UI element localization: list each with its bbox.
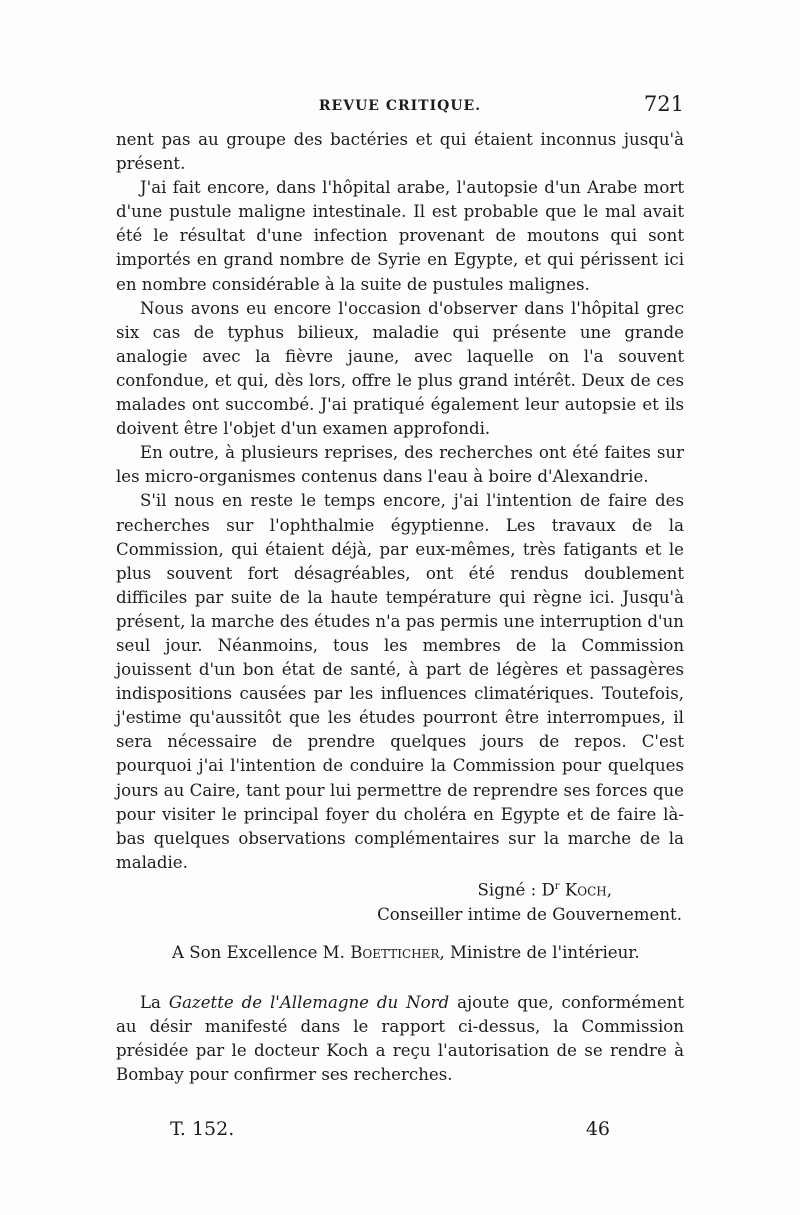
addressee-line [116,941,684,965]
signed-label: Signé : D [477,880,555,900]
body-text [116,128,684,1087]
addressee-prefix: A Son Excellence M. [172,942,351,962]
paragraph-autopsy-arab: J'ai fait encore, dans l'hôpital arabe, l'autopsie d'un Arabe mort d'une pustule maligne intestinale. Il est probable que le mal avait été le résultat d'une infection provenant de moutons qui sont importés en grand nombre de Syrie en Egypte, et qui périssent ici en nombre considérable à la suite de pustules malignes. [116,178,684,294]
journal-title: Gazette de l'Allemagne du Nord [168,992,450,1012]
signature-mark: 46 [585,1118,610,1140]
signatory-name: Koch, [564,880,612,900]
signatory-role: Conseiller intime de Gouvernement. [377,904,682,924]
paragraph-gazette [116,991,684,1087]
gazette-rest: ajoute que, conformément au désir manifesté dans le rapport ci-dessus, la Commission présidée par le docteur Koch a reçu l'autorisation de se rendre à Bombay pour confirmer ses recherches. [116,992,685,1084]
page-number: 721 [643,92,684,116]
title-superscript: r [554,880,560,892]
addressee-suffix: , Ministre de l'intérieur. [439,942,640,962]
gazette-start: La [140,992,169,1012]
page-header [116,92,684,122]
volume-mark: T. 152. [170,1118,235,1140]
addressee-name: Boetticher [350,942,440,962]
paragraph-water: En outre, à plusieurs reprises, des recherches ont été faites sur les micro-organismes contenus dans l'eau à boire d'Alexandrie. [116,443,684,487]
page-footer [170,1118,610,1148]
paragraph-ophthalmia: S'il nous en reste le temps encore, j'ai l'intention de faire des recherches sur l'ophthalmie égyptienne. Les travaux de la Commission, qui étaient déjà, par eux-mêmes, très fatigants et le plus souvent fort désagréables, ont été rendus doublement difficiles par suite de la haute température qui règne ici. Jusqu'à présent, la marche des études n'a pas permis une interruption d'un seul jour. Néanmoins, tous les membres de la Commission jouissent d'un bon état de santé, à part de légères et passagères indispositions causées par les influences climatériques. Toutefois, j'estime qu'aussitôt que les études pourront être interrompues, il sera nécessaire de prendre quelques jours de repos. C'est pourquoi j'ai l'intention de conduire la Commission pour quelques jours au Caire, tant pour lui permettre de reprendre ses forces que pour visiter le principal foyer du choléra en Egypte et de faire là-bas quelques observations complémentaires sur la marche de la maladie. [116,491,684,872]
signature-block [116,875,684,927]
paragraph-continuation: nent pas au groupe des bactéries et qui étaient inconnus jusqu'à présent. [116,130,684,174]
signature-line [116,875,684,903]
paragraph-typhus: Nous avons eu encore l'occasion d'observer dans l'hôpital grec six cas de typhus bilieux, maladie qui présente une grande analogie avec la fièvre jaune, avec laquelle on l'a souvent confondue, et qui, dès lors, offre le plus grand intérêt. Deux de ces malades ont succombé. J'ai pratiqué également leur autopsie et ils doivent être l'objet d'un examen approfondi. [116,298,684,439]
running-title: REVUE CRITIQUE. [318,98,482,114]
